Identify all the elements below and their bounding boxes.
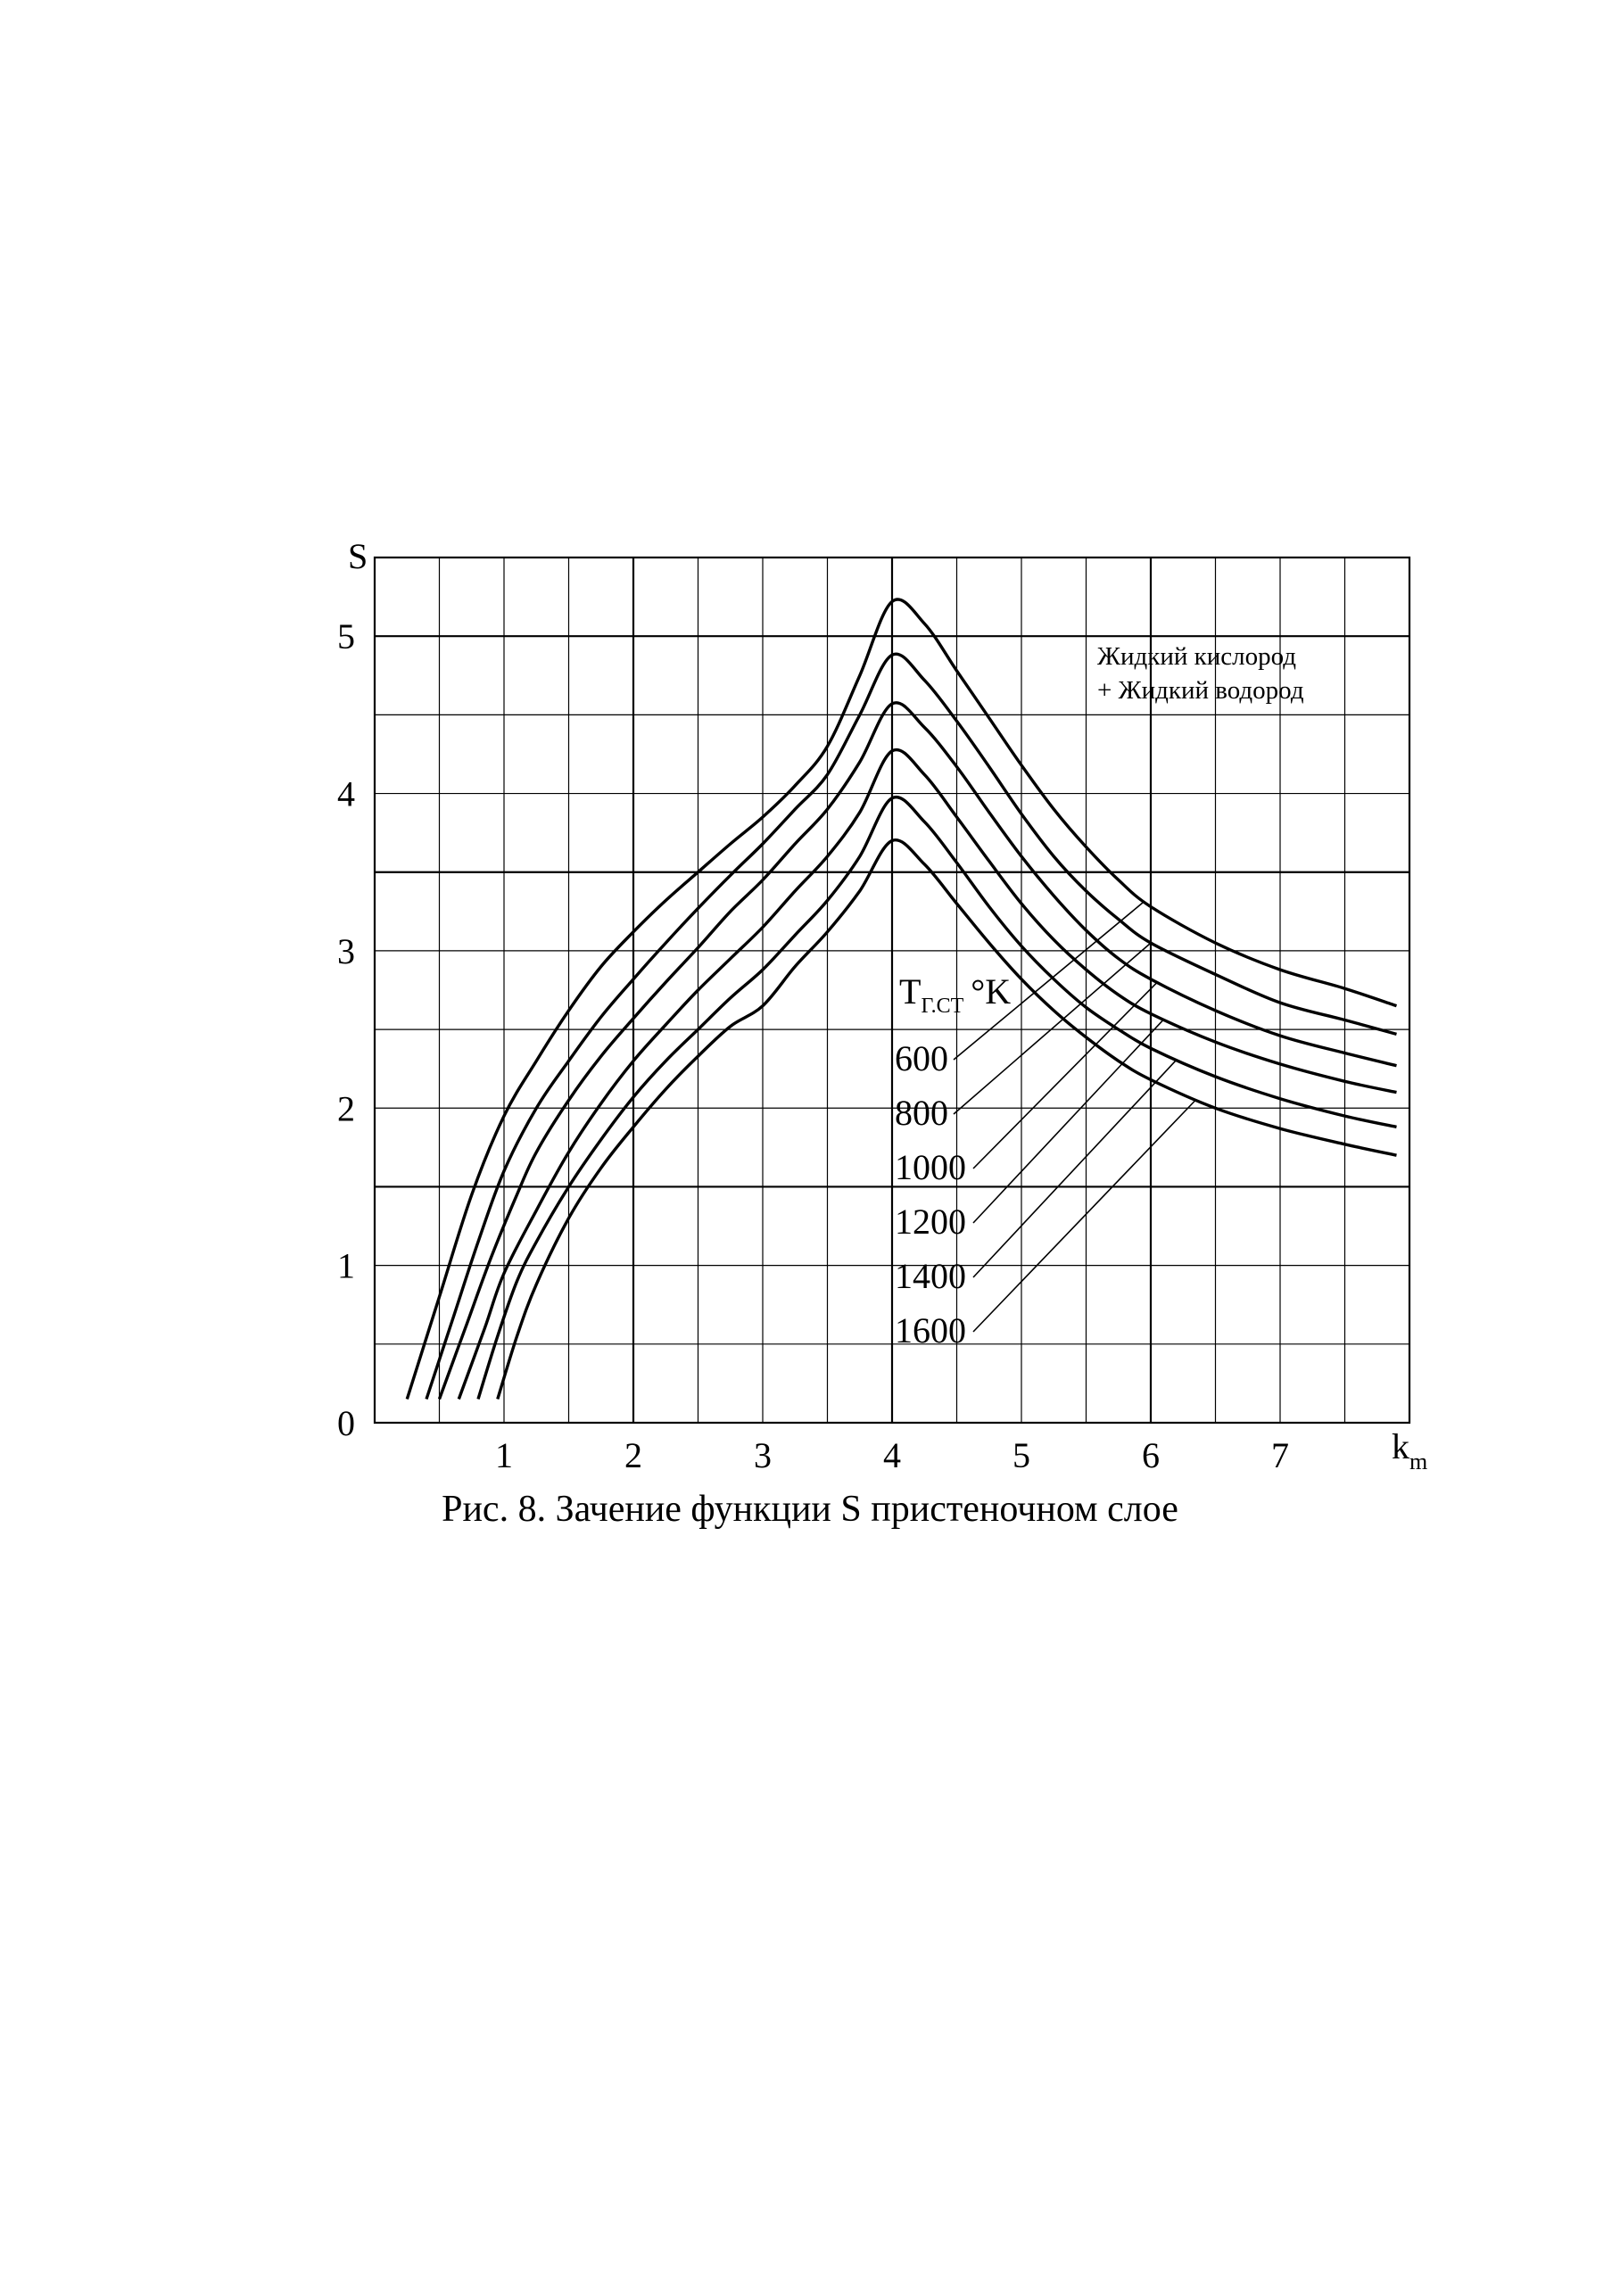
series-label-1000: 1000 [895, 1147, 966, 1187]
x-tick-label: 7 [1271, 1435, 1289, 1475]
series-labels [895, 1038, 966, 1350]
y-axis-label: S [348, 536, 368, 576]
series-label-600: 600 [895, 1038, 948, 1078]
series-label-1400: 1400 [895, 1256, 966, 1296]
legend-title-subscript: Г.СТ [921, 995, 964, 1018]
x-tick-label: 4 [883, 1435, 901, 1475]
y-tick-label: 1 [337, 1245, 355, 1286]
y-tick-label: 3 [337, 930, 355, 971]
y-tick-label: 0 [337, 1403, 355, 1443]
leader-line-1200 [973, 1020, 1164, 1223]
leader-lines [954, 902, 1196, 1332]
figure-caption: Рис. 8. Зачение функции S пристеночном слое [442, 1489, 1178, 1530]
x-tick-label: 3 [754, 1435, 772, 1475]
x-axis-label: $k_m$ [1392, 1426, 1428, 1474]
y-tick-label: 5 [337, 616, 355, 657]
x-tick-label: 5 [1012, 1435, 1030, 1475]
y-tick-label: 4 [337, 773, 355, 814]
x-tick-label: 6 [1142, 1435, 1160, 1475]
y-tick-labels [337, 616, 355, 1443]
x-tick-label: 1 [495, 1435, 513, 1475]
annotation-line-2: + Жидкий водород [1097, 676, 1304, 705]
x-axis-label-subscript: m [1409, 1449, 1428, 1474]
x-tick-labels [495, 1435, 1289, 1475]
series-label-1200: 1200 [895, 1202, 966, 1242]
annotation-line-1: Жидкий кислород [1097, 642, 1297, 671]
series-label-1600: 1600 [895, 1310, 966, 1350]
leader-line-1400 [973, 1060, 1177, 1277]
series-label-800: 800 [895, 1093, 948, 1133]
legend-title: $T_{Г.СТ}$ °K [899, 971, 1012, 1018]
x-tick-label: 2 [624, 1435, 642, 1475]
y-tick-label: 2 [337, 1088, 355, 1129]
